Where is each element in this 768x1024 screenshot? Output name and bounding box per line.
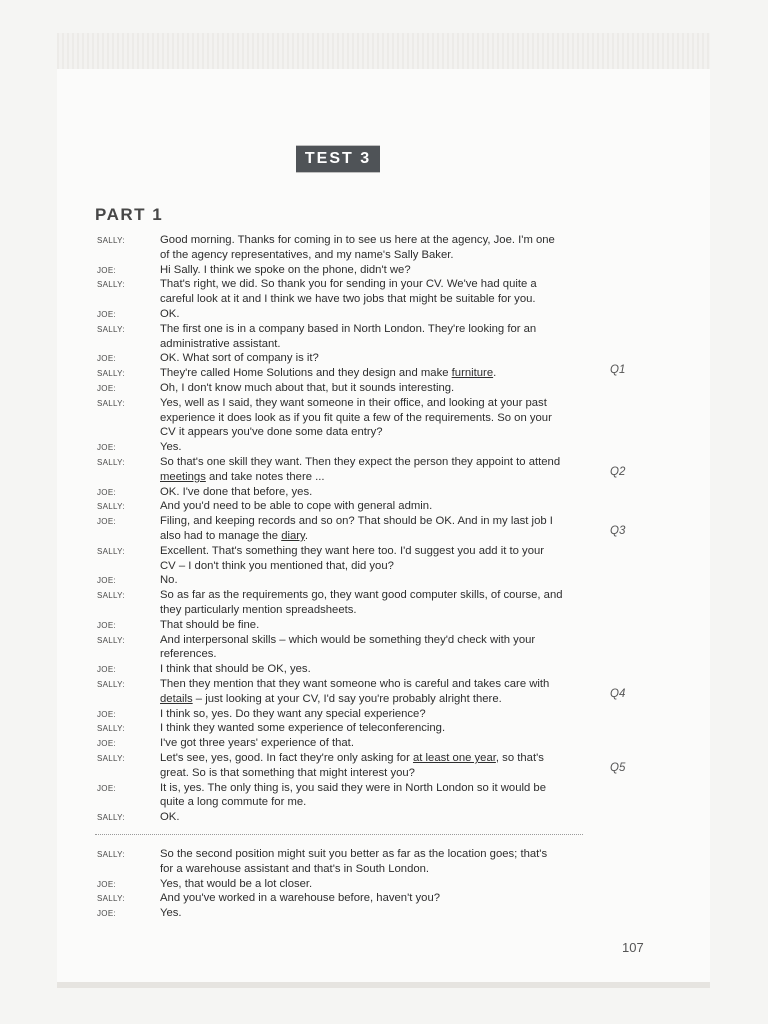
question-number: Q5 bbox=[610, 761, 626, 774]
speech-text: Excellent. That's something they want here too. I'd suggest you add it to your CV – I don't think you mentioned that, did you? bbox=[160, 544, 545, 572]
speaker-label: JOE: bbox=[97, 443, 116, 453]
speaker-label: SALLY: bbox=[97, 502, 125, 512]
scan-edge-top bbox=[57, 33, 710, 69]
speech-text: Yes. bbox=[160, 441, 182, 454]
speech-text: Yes, well as I said, they want someone in their office, and looking at your past experience it does look as if you fit quite a few of the requirements. So on your CV it appears you've done some data entry? bbox=[160, 396, 552, 439]
speech-text: I think they wanted some experience of teleconferencing. bbox=[160, 722, 446, 735]
speaker-label: SALLY: bbox=[97, 680, 125, 689]
speaker-label: SALLY: bbox=[97, 813, 125, 823]
speaker-label: JOE: bbox=[97, 739, 116, 749]
scan-edge-bottom bbox=[57, 982, 710, 988]
speaker-label: SALLY: bbox=[97, 236, 125, 245]
speech-text: Hi Sally. I think we spoke on the phone, didn't we? bbox=[160, 263, 411, 276]
speaker-label: JOE: bbox=[97, 576, 116, 586]
speaker-label: SALLY: bbox=[97, 894, 125, 904]
speaker-label: SALLY: bbox=[97, 850, 125, 859]
speaker-label: SALLY: bbox=[97, 369, 125, 379]
section-divider bbox=[95, 834, 583, 835]
speech-text: And you've worked in a warehouse before, haven't you? bbox=[160, 892, 441, 905]
speaker-label: JOE: bbox=[97, 310, 116, 319]
speaker-label: SALLY: bbox=[97, 635, 125, 645]
test-banner: TEST 3 bbox=[296, 145, 380, 173]
page-number: 107 bbox=[622, 940, 644, 955]
speaker-label: SALLY: bbox=[97, 546, 125, 556]
speech-text: So that's one skill they want. Then they expect the person they appoint to attend meetings and take notes there ... bbox=[160, 456, 561, 483]
speech-text: So the second position might suit you better as far as the location goes; that's for a warehouse assistant and that's in South London. bbox=[160, 848, 548, 875]
speaker-label: JOE: bbox=[97, 879, 116, 889]
speaker-label: JOE: bbox=[97, 783, 116, 793]
speech-text: Filing, and keeping records and so on? That should be OK. And in my last job I also had to manage the diary. bbox=[160, 515, 553, 542]
speech-text: I think so, yes. Do they want any special experience? bbox=[160, 707, 426, 720]
answer-underline: at least one year bbox=[412, 752, 496, 764]
speaker-label: SALLY: bbox=[97, 591, 125, 601]
speech-text: I've got three years' experience of that. bbox=[160, 737, 354, 750]
speech-text: That's right, we did. So thank you for sending in your CV. We've had quite a careful look at it and I think we have two jobs that might be suitable for you. bbox=[160, 278, 537, 306]
speech-text: Yes, that would be a lot closer. bbox=[160, 877, 313, 890]
speech-text: So as far as the requirements go, they want good computer skills, of course, and they particularly mention spreadsheets. bbox=[160, 589, 563, 616]
speaker-label: SALLY: bbox=[97, 754, 125, 763]
speech-text: OK. bbox=[160, 308, 180, 320]
speaker-label: JOE: bbox=[97, 487, 116, 497]
speech-text: OK. What sort of company is it? bbox=[160, 352, 319, 365]
speaker-label: SALLY: bbox=[97, 280, 125, 290]
speaker-label: SALLY: bbox=[97, 324, 125, 334]
answer-underline: furniture bbox=[451, 367, 494, 380]
speaker-label: JOE: bbox=[97, 354, 116, 364]
question-number: Q3 bbox=[610, 524, 626, 537]
speech-text: It is, yes. The only thing is, you said they were in North London so it would be quite a long commute for me. bbox=[160, 781, 546, 809]
speech-text: And interpersonal skills – which would be something they'd check with your references. bbox=[160, 633, 536, 661]
speech-text: They're called Home Solutions and they design and make furniture. bbox=[160, 367, 497, 380]
speech-text: OK. bbox=[160, 811, 180, 824]
speech-text: Oh, I don't know much about that, but it sounds interesting. bbox=[160, 382, 455, 394]
speech-text: Yes. bbox=[160, 907, 182, 920]
speaker-label: SALLY: bbox=[97, 724, 125, 734]
answer-underline: meetings bbox=[160, 470, 206, 483]
speaker-label: JOE: bbox=[97, 265, 116, 275]
question-number: Q4 bbox=[610, 687, 626, 700]
speech-text: The first one is in a company based in North London. They're looking for an administrative assistant. bbox=[160, 322, 537, 350]
speaker-label: SALLY: bbox=[97, 458, 125, 467]
question-number: Q1 bbox=[610, 364, 626, 377]
speech-text: Then they mention that they want someone who is careful and takes care with details – just looking at your CV, I'd say you're probably alright there. bbox=[160, 678, 550, 705]
speech-text: No. bbox=[160, 574, 178, 587]
speaker-label: JOE: bbox=[97, 517, 116, 527]
speaker-label: JOE: bbox=[97, 620, 116, 630]
speech-text: And you'd need to be able to cope with general admin. bbox=[160, 500, 433, 513]
speaker-label: JOE: bbox=[97, 709, 116, 719]
speaker-label: JOE: bbox=[97, 665, 116, 675]
answer-underline: details bbox=[160, 692, 193, 705]
speaker-label: JOE: bbox=[97, 384, 116, 393]
speech-text: OK. I've done that before, yes. bbox=[160, 485, 313, 498]
part-title: PART 1 bbox=[95, 205, 164, 224]
speech-text: That should be fine. bbox=[160, 618, 260, 631]
question-number: Q2 bbox=[610, 465, 626, 478]
speaker-label: SALLY: bbox=[97, 398, 125, 408]
speech-text: I think that should be OK, yes. bbox=[160, 663, 311, 676]
speaker-label: JOE: bbox=[97, 909, 116, 919]
speech-text: Good morning. Thanks for coming in to see us here at the agency, Joe. I'm one of the agency representatives, and my name's Sally Baker. bbox=[160, 234, 555, 261]
speech-text: Let's see, yes, good. In fact they're only asking for at least one year, so that's great. So is that something that might interest you? bbox=[160, 752, 544, 779]
answer-underline: diary bbox=[281, 529, 305, 542]
